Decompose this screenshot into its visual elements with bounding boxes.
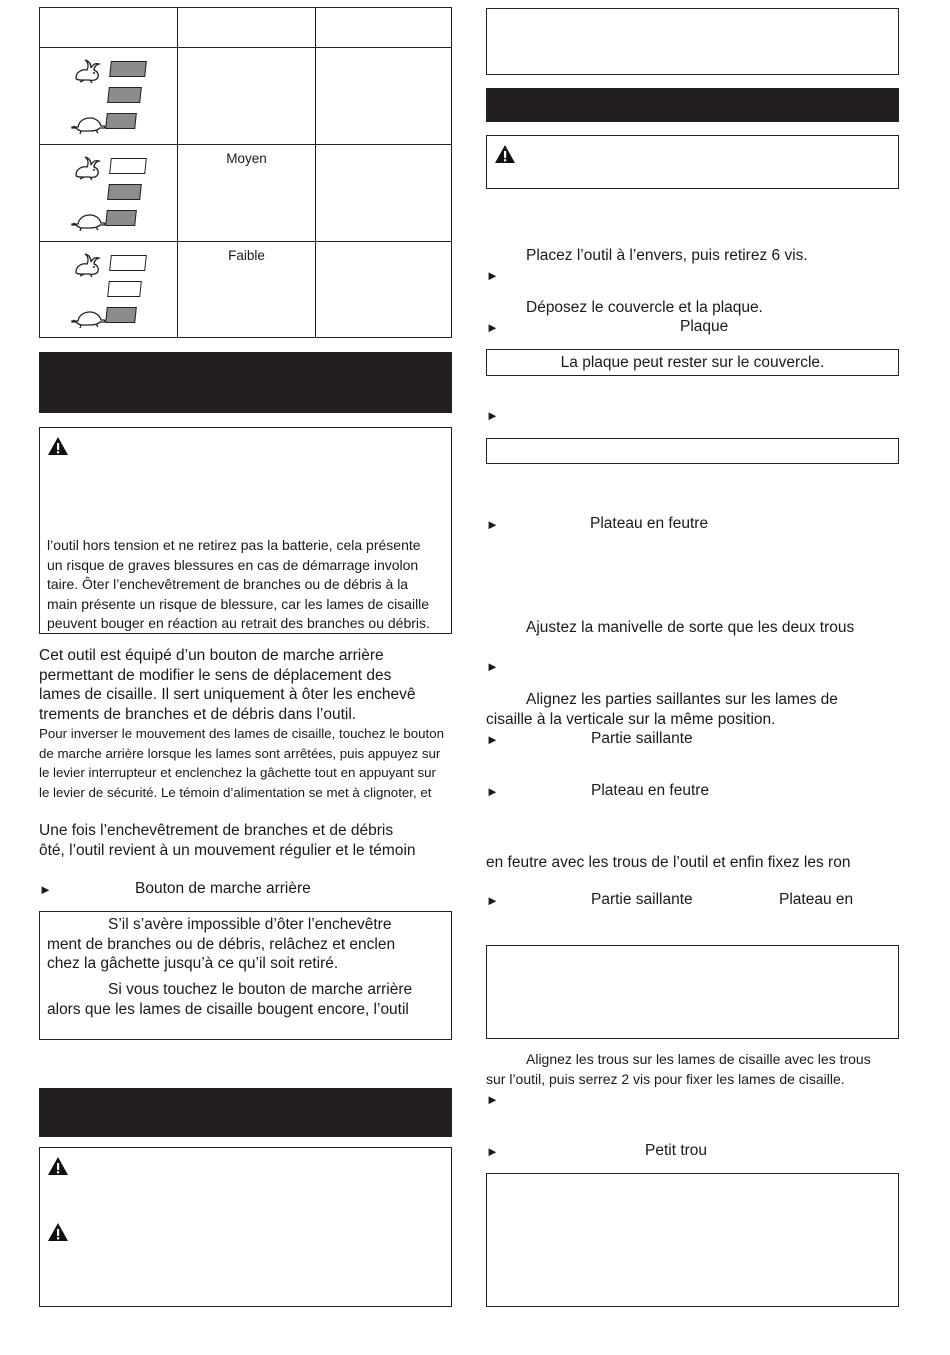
speed-label-cell [178,145,316,242]
body-text: Cet outil est équipé d’un bouton de marche arrière [39,647,384,664]
step-text: en feutre avec les trous de l’outil et enfin fixez les ron [486,854,851,871]
arrow-icon: ► [486,408,499,423]
note-box [486,438,899,464]
body-text: le levier interrupteur et enclenchez la gâchette tout en appuyant sur [39,765,436,780]
body-text: trements de branches et de débris dans l’outil. [39,705,357,723]
warning-line: l’outil hors tension et ne retirez pas la batterie, cela présente [47,537,421,553]
speed-indicator-lit [107,184,142,200]
info-box [486,8,899,75]
step-text: cisaille à la verticale sur la même position. [486,710,776,728]
rabbit-icon [72,252,104,283]
speed-indicator-off [109,255,147,271]
step-text: Alignez les trous sur les lames de cisaille avec les trous [526,1051,871,1067]
turtle-icon [70,114,106,139]
speed-indicator-lit [107,87,142,103]
speed-label-cell [178,48,316,145]
speed-indicator-lit [105,113,137,129]
warning-icon [47,1156,69,1176]
body-text: de marche arrière lorsque les lames sont arrêtées, puis appuyez sur [39,745,441,761]
speed-label-faible: Faible [228,248,265,263]
rabbit-icon [72,155,104,186]
note-line: chez la gâchette jusqu’à ce qu’il soit retiré. [47,955,339,972]
callout-plateau-feutre: Plateau en feutre [590,515,709,532]
speed-label-moyen: Moyen [226,151,267,166]
callout-plateau-feutre: Plateau en feutre [591,782,710,799]
note-box [39,911,452,1040]
step-text: Déposez le couvercle et la plaque. [526,299,763,316]
arrow-icon: ► [486,517,499,532]
table-header-cell [40,8,178,48]
warning-line: un risque de graves blessures en cas de démarrage involon [47,556,419,573]
callout-plateau-feutre: Plateau en [779,891,854,908]
body-text: Une fois l’enchevêtrement de branches et de débris [39,822,394,839]
table-header-cell [316,8,452,48]
table-header-cell [178,8,316,48]
note-box [486,945,899,1039]
callout-petit-trou: Petit trou [645,1142,708,1159]
note-line: alors que les lames de cisaille bougent encore, l’outil [47,1000,409,1018]
section-header-bar [39,352,452,413]
arrow-icon: ► [486,268,499,283]
warning-line: taire. Ôter l’enchevêtrement de branches ou de débris à la [47,576,409,592]
note-box [486,1173,899,1307]
speed-indicator-off [109,158,147,174]
arrow-icon: ► [486,732,499,747]
arrow-icon: ► [486,1092,499,1107]
arrow-icon: ► [486,1144,499,1159]
body-text: permettant de modifier le sens de déplacement des [39,666,392,684]
section-header-bar [39,1088,452,1137]
step-text: sur l’outil, puis serrez 2 vis pour fixer les lames de cisaille. [486,1070,845,1087]
note-line: ment de branches ou de débris, relâchez et enclen [47,935,396,953]
warning-icon [494,144,516,164]
arrow-icon: ► [486,784,499,799]
note-box [486,349,899,376]
speed-label-cell [178,242,316,338]
speed-indicator-lit [105,307,137,323]
turtle-icon [70,308,106,333]
turtle-icon [70,211,106,236]
body-text: ôté, l’outil revient à un mouvement régulier et le témoin [39,841,416,859]
warning-box [486,135,899,189]
callout-partie-saillante: Partie saillante [591,891,693,908]
callout-plaque: Plaque [680,318,729,335]
section-header-bar [486,88,899,122]
arrow-icon: ► [486,659,499,674]
arrow-icon: ► [39,882,52,897]
callout-partie-saillante: Partie saillante [591,730,693,747]
step-text: Ajustez la manivelle de sorte que les deux trous [526,619,855,636]
warning-icon [47,436,69,456]
body-text: lames de cisaille. Il sert uniquement à ôter les enchevê [39,686,416,703]
arrow-icon: ► [486,320,499,335]
speed-indicator-lit [109,61,147,77]
note-line: Si vous touchez le bouton de marche arrière [108,981,413,998]
rabbit-icon [72,58,104,89]
body-text: le levier de sécurité. Le témoin d’alimentation se met à clignoter, et [39,784,432,800]
warning-line: main présente un risque de blessure, car les lames de cisaille [47,595,430,612]
speed-indicator-lit [105,210,137,226]
warning-line: peuvent bouger en réaction au retrait des branches ou débris. [47,615,430,631]
step-text: Placez l’outil à l’envers, puis retirez 6 vis. [526,247,808,264]
warning-box [39,427,452,634]
warning-box [39,1147,452,1307]
callout-reverse-button: Bouton de marche arrière [135,880,311,897]
speed-indicator-off [107,281,142,297]
step-text: Alignez les parties saillantes sur les lames de [526,691,838,708]
note-line: La plaque peut rester sur le couvercle. [560,354,825,371]
body-text: Pour inverser le mouvement des lames de cisaille, touchez le bouton [39,726,445,741]
warning-icon [47,1222,69,1242]
note-line: S’il s’avère impossible d’ôter l’enchevêtre [108,916,392,933]
arrow-icon: ► [486,893,499,908]
